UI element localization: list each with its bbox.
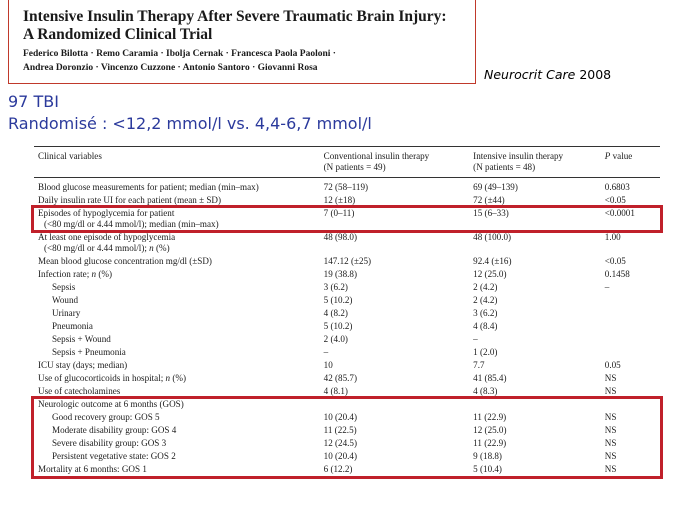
cell-clinical-variable xyxy=(34,437,320,450)
table-body xyxy=(34,178,660,477)
journal-year: 2008 xyxy=(579,67,612,82)
cell-p-value xyxy=(601,398,660,411)
variable-label: Mortality at 6 months: GOS 1 xyxy=(38,464,147,474)
variable-label: Urinary xyxy=(52,308,81,318)
variable-label: Pneumonia xyxy=(52,321,93,331)
cell-intensive: 7.7 xyxy=(473,360,485,370)
cell-conventional: – xyxy=(323,347,329,357)
table-row xyxy=(34,463,660,477)
header-intensive-line1: Intensive insulin therapy xyxy=(473,151,564,161)
cell-conventional: 10 (20.4) xyxy=(323,451,357,461)
header-intensive xyxy=(469,147,601,178)
cell-intensive: 12 (25.0) xyxy=(473,425,507,435)
header-p-letter: P xyxy=(604,151,611,161)
cell-conventional: 42 (85.7) xyxy=(323,373,357,383)
cell-p-value xyxy=(601,307,660,320)
cell-clinical-variable xyxy=(34,385,320,398)
cell-p-value: NS xyxy=(604,451,617,461)
cell-intensive: 15 (6–33) xyxy=(473,208,509,218)
table-row xyxy=(34,255,660,268)
table-row xyxy=(34,194,660,207)
cell-clinical-variable xyxy=(34,194,320,207)
cell-clinical-variable xyxy=(34,450,320,463)
table-row xyxy=(34,207,660,231)
cell-conventional: 6 (12.2) xyxy=(323,464,353,474)
variable-label: Mean blood glucose concentration mg/dl (±SD) xyxy=(38,256,212,266)
table-row xyxy=(34,231,660,255)
cell-p-value: <0.05 xyxy=(604,256,626,266)
cell-clinical-variable xyxy=(34,359,320,372)
cell-conventional: 19 (38.8) xyxy=(323,269,357,279)
table-row xyxy=(34,281,660,294)
cell-conventional: 11 (22.5) xyxy=(323,425,357,435)
cell-intensive: 11 (22.9) xyxy=(473,438,507,448)
cell-p-value: NS xyxy=(604,464,617,474)
cell-conventional: 10 (20.4) xyxy=(323,412,357,422)
cell-p-value: <0.05 xyxy=(604,195,626,205)
variable-label: Severe disability group: GOS 3 xyxy=(52,438,167,448)
variable-label: Sepsis + Pneumonia xyxy=(52,347,126,357)
cell-conventional: 10 xyxy=(323,360,333,370)
cell-intensive: 41 (85.4) xyxy=(473,373,507,383)
variable-label: Persistent vegetative state: GOS 2 xyxy=(52,451,176,461)
cell-clinical-variable xyxy=(34,372,320,385)
cell-conventional: 5 (10.2) xyxy=(323,321,353,331)
cell-conventional: 147.12 (±25) xyxy=(323,256,372,266)
cell-p-value: 0.6803 xyxy=(604,182,630,192)
cell-p-value: <0.0001 xyxy=(604,208,635,218)
cell-clinical-variable xyxy=(34,178,320,195)
cell-clinical-variable xyxy=(34,281,320,294)
paper-title-line1: Intensive Insulin Therapy After Severe Traumatic Brain Injury: xyxy=(23,8,447,25)
cell-p-value: NS xyxy=(604,412,617,422)
cell-clinical-variable xyxy=(34,463,320,477)
cell-clinical-variable xyxy=(34,255,320,268)
cell-conventional xyxy=(320,398,470,411)
cell-clinical-variable xyxy=(34,207,320,231)
header-p-rest: value xyxy=(612,151,633,161)
cell-intensive: 11 (22.9) xyxy=(473,412,507,422)
cell-p-value: NS xyxy=(604,438,617,448)
paper-header-box xyxy=(8,0,476,84)
cell-p-value: NS xyxy=(604,425,617,435)
header-intensive-line2: (N patients = 48) xyxy=(473,162,536,172)
cell-intensive: 72 (±44) xyxy=(473,195,505,205)
cell-conventional: 5 (10.2) xyxy=(323,295,353,305)
cell-clinical-variable xyxy=(34,268,320,281)
cell-intensive: 12 (25.0) xyxy=(473,269,507,279)
header-conventional-line2: (N patients = 49) xyxy=(323,162,386,172)
table-row xyxy=(34,437,660,450)
cell-intensive: 92.4 (±16) xyxy=(473,256,512,266)
cell-intensive: 2 (4.2) xyxy=(473,282,498,292)
cell-intensive: 2 (4.2) xyxy=(473,295,498,305)
cell-p-value: NS xyxy=(604,386,617,396)
cell-p-value xyxy=(601,294,660,307)
cell-clinical-variable xyxy=(34,294,320,307)
variable-label: At least one episode of hypoglycemia xyxy=(38,232,176,242)
variable-label: Infection rate; n (%) xyxy=(38,269,112,279)
cell-clinical-variable xyxy=(34,411,320,424)
variable-label: Good recovery group: GOS 5 xyxy=(52,412,160,422)
cell-conventional: 4 (8.2) xyxy=(323,308,348,318)
table-row xyxy=(34,411,660,424)
table-row xyxy=(34,307,660,320)
table-row xyxy=(34,333,660,346)
variable-label: Wound xyxy=(52,295,79,305)
cell-conventional: 3 (6.2) xyxy=(323,282,348,292)
variable-label: Sepsis xyxy=(52,282,76,292)
cell-intensive: 9 (18.8) xyxy=(473,451,502,461)
cell-intensive: 69 (49–139) xyxy=(473,182,518,192)
header-conventional xyxy=(320,147,470,178)
cell-intensive: 5 (10.4) xyxy=(473,464,502,474)
cell-intensive: 4 (8.4) xyxy=(473,321,498,331)
table-row xyxy=(34,450,660,463)
table-row xyxy=(34,424,660,437)
cell-p-value xyxy=(601,333,660,346)
table-row xyxy=(34,372,660,385)
cell-conventional: 72 (58–119) xyxy=(323,182,369,192)
cell-intensive: – xyxy=(473,334,478,344)
cell-clinical-variable xyxy=(34,320,320,333)
variable-label: Blood glucose measurements for patient; median (min–max) xyxy=(38,182,259,192)
cell-clinical-variable xyxy=(34,424,320,437)
cell-intensive: 3 (6.2) xyxy=(473,308,498,318)
authors-line2: Andrea Doronzio · Vincenzo Cuzzone · Antonio Santoro · Giovanni Rosa xyxy=(23,63,318,73)
cell-clinical-variable xyxy=(34,333,320,346)
variable-label: Episodes of hypoglycemia for patient xyxy=(38,208,175,218)
header-conventional-line1: Conventional insulin therapy xyxy=(323,151,430,161)
cell-clinical-variable xyxy=(34,231,320,255)
cell-conventional: 12 (±18) xyxy=(323,195,356,205)
variable-label: Sepsis + Wound xyxy=(52,334,111,344)
variable-label: Use of catecholamines xyxy=(38,386,121,396)
cell-p-value: 0.1458 xyxy=(604,269,630,279)
paper-title-line2: A Randomized Clinical Trial xyxy=(23,26,213,43)
table-row xyxy=(34,294,660,307)
journal-citation xyxy=(484,67,611,82)
cell-p-value: 1.00 xyxy=(604,232,621,242)
cell-intensive: 4 (8.3) xyxy=(473,386,498,396)
cell-clinical-variable xyxy=(34,307,320,320)
cell-p-value: NS xyxy=(604,373,617,383)
cell-conventional: 48 (98.0) xyxy=(323,232,357,242)
header-clinical-variables: Clinical variables xyxy=(38,151,102,161)
table-row xyxy=(34,320,660,333)
table-row xyxy=(34,346,660,359)
cell-intensive: 1 (2.0) xyxy=(473,347,498,357)
cell-conventional: 2 (4.0) xyxy=(323,334,348,344)
variable-label: Moderate disability group: GOS 4 xyxy=(52,425,177,435)
journal-name: Neurocrit Care xyxy=(484,67,576,82)
cell-clinical-variable xyxy=(34,346,320,359)
cell-intensive xyxy=(469,398,601,411)
variable-label: Daily insulin rate UI for each patient (mean ± SD) xyxy=(38,195,222,205)
paper-title xyxy=(23,8,473,44)
overlay-randomisation: Randomisé : <12,2 mmol/l vs. 4,4-6,7 mmol/l xyxy=(8,114,372,133)
table-row xyxy=(34,398,660,411)
table-row xyxy=(34,178,660,195)
table-row xyxy=(34,359,660,372)
table-header-row xyxy=(34,147,660,178)
authors-line1: Federico Bilotta · Remo Caramia · Ibolja Cernak · Francesca Paola Paoloni · xyxy=(23,49,336,59)
variable-label: Neurologic outcome at 6 months (GOS) xyxy=(38,399,184,409)
cell-conventional: 7 (0–11) xyxy=(323,208,355,218)
table-row xyxy=(34,385,660,398)
cell-conventional: 12 (24.5) xyxy=(323,438,357,448)
variable-label-detail: (<80 mg/dl or 4.44 mmol/l); median (min–max) xyxy=(44,219,219,229)
paper-authors xyxy=(23,47,473,75)
cell-p-value xyxy=(601,320,660,333)
variable-label: ICU stay (days; median) xyxy=(38,360,128,370)
variable-label: Use of glucocorticoids in hospital; n (%) xyxy=(38,373,186,383)
cell-p-value: 0.05 xyxy=(604,360,621,370)
cell-p-value xyxy=(601,346,660,359)
cell-intensive: 48 (100.0) xyxy=(473,232,512,242)
overlay-cohort: 97 TBI xyxy=(8,92,59,111)
header-p-value xyxy=(601,147,660,178)
cell-conventional: 4 (8.1) xyxy=(323,386,348,396)
clinical-variables-table xyxy=(34,146,660,477)
variable-label-detail: (<80 mg/dl or 4.44 mmol/l); n (%) xyxy=(44,243,170,253)
cell-clinical-variable xyxy=(34,398,320,411)
table-row xyxy=(34,268,660,281)
cell-p-value: – xyxy=(604,282,610,292)
